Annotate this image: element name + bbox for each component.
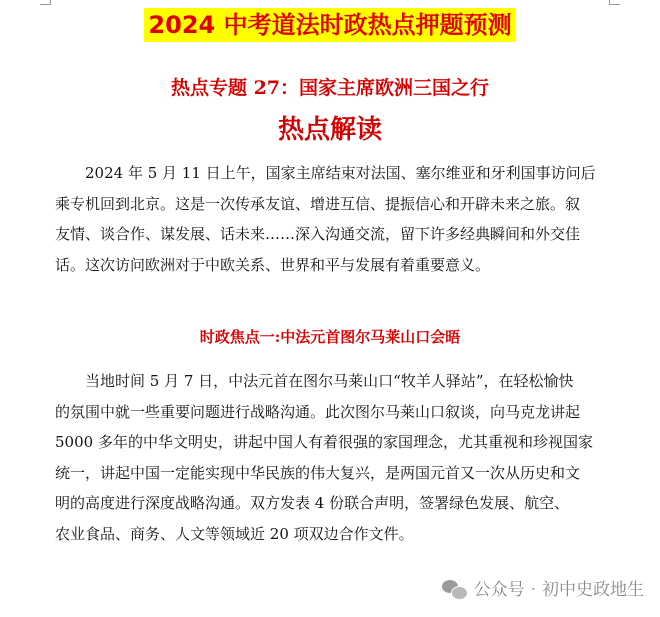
paragraph-line: 2024 年 5 月 11 日上午，国家主席结束对法国、塞尔维亚和牙利国事访问后 — [85, 164, 596, 182]
document-title: 2024 中考道法时政热点押题预测 — [144, 8, 515, 42]
topic-subtitle: 热点专题 27：国家主席欧洲三国之行 — [170, 77, 490, 99]
paragraph-focus-one — [55, 366, 615, 550]
paragraph-line: 明的高度进行深度战略沟通。双方发表 4 份联合声明，签署绿色发展、航空、 — [55, 494, 570, 513]
paragraph-line: 的氛围中就一些重要问题进行战略沟通。此次图尔马莱山口叙谈，向马克龙讲起 — [55, 402, 581, 421]
watermark-account-name: 初中史政地生 — [542, 580, 644, 600]
paragraph-line: 农业食品、商务、人文等领域近 20 项双边合作文件。 — [55, 524, 414, 543]
watermark-account-label: 公众号 — [473, 580, 525, 600]
paragraph-line: 乘专机回到北京。这是一次传承友谊、增进互信、提振信心和开辟未来之旅。叙 — [55, 194, 581, 213]
wechat-watermark — [442, 575, 644, 605]
paragraph-line: 5000 多年的中华文明史，讲起中国人有着很强的家国理念，尤其重视和珍视国家 — [55, 433, 593, 452]
document-title-wrap — [0, 8, 660, 42]
focus-heading: 时政焦点一:中法元首图尔马莱山口会晤 — [199, 328, 461, 346]
paragraph-line: 统一，讲起中国一定能实现中华民族的伟大复兴，是两国元首又一次从历史和文 — [55, 463, 581, 482]
paragraph-line: 友情、谈合作、谋发展、话未来……深入沟通交流，留下许多经典瞬间和外交佳 — [55, 225, 581, 244]
page-corner-mark-left — [40, 0, 51, 5]
watermark-separator: · — [530, 580, 536, 600]
page-corner-mark-right — [609, 0, 620, 5]
section-heading: 热点解读 — [277, 115, 382, 145]
paragraph-line: 当地时间 5 月 7 日，中法元首在图尔马莱山口“牧羊人驿站”，在轻松愉快 — [85, 372, 574, 390]
wechat-icon — [442, 579, 468, 601]
paragraph-line: 话。这次访问欧洲对于中欧关系、世界和平与发展有着重要意义。 — [55, 255, 491, 274]
paragraph-intro — [55, 158, 615, 280]
